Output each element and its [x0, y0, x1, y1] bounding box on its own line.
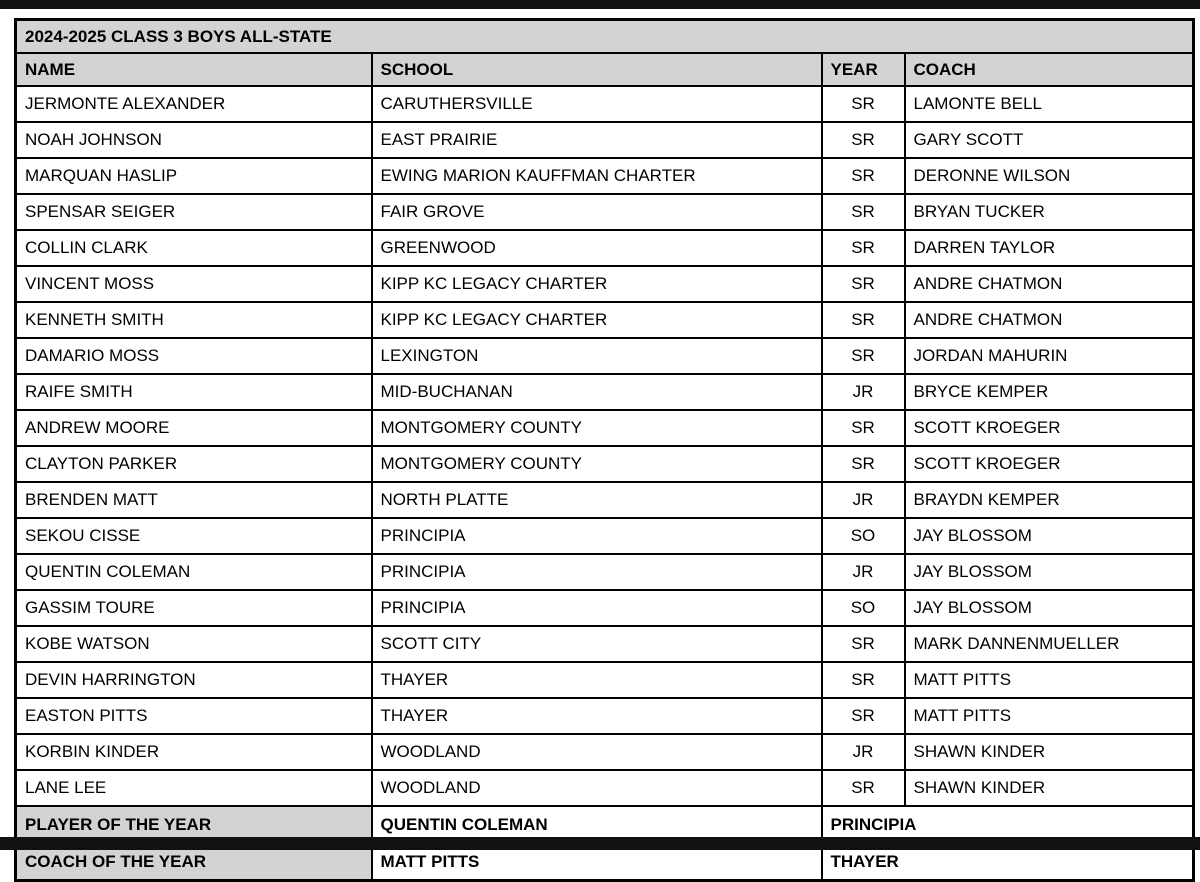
player-name-cell: VINCENT MOSS	[16, 266, 372, 302]
player-name-cell: SEKOU CISSE	[16, 518, 372, 554]
player-coach-cell: JAY BLOSSOM	[905, 590, 1194, 626]
player-coach-cell: SCOTT KROEGER	[905, 446, 1194, 482]
column-header-year: YEAR	[822, 53, 905, 86]
player-coach-cell: MATT PITTS	[905, 698, 1194, 734]
player-name-cell: JERMONTE ALEXANDER	[16, 86, 372, 122]
table-row	[16, 410, 1194, 446]
player-name-cell: ANDREW MOORE	[16, 410, 372, 446]
player-coach-cell: BRYAN TUCKER	[905, 194, 1194, 230]
player-school-cell: SCOTT CITY	[372, 626, 822, 662]
player-school-cell: GREENWOOD	[372, 230, 822, 266]
player-coach-cell: JAY BLOSSOM	[905, 554, 1194, 590]
player-school-cell: THAYER	[372, 698, 822, 734]
player-school-cell: MID-BUCHANAN	[372, 374, 822, 410]
player-year-cell: SR	[822, 410, 905, 446]
table-row	[16, 158, 1194, 194]
player-coach-cell: BRYCE KEMPER	[905, 374, 1194, 410]
player-coach-cell: SCOTT KROEGER	[905, 410, 1194, 446]
player-year-cell: SR	[822, 158, 905, 194]
player-coach-cell: GARY SCOTT	[905, 122, 1194, 158]
top-black-bar	[0, 0, 1200, 9]
player-name-cell: BRENDEN MATT	[16, 482, 372, 518]
player-school-cell: PRINCIPIA	[372, 518, 822, 554]
player-name-cell: KOBE WATSON	[16, 626, 372, 662]
player-school-cell: MONTGOMERY COUNTY	[372, 410, 822, 446]
player-name-cell: DEVIN HARRINGTON	[16, 662, 372, 698]
table-title-row	[16, 20, 1194, 54]
table-row	[16, 194, 1194, 230]
award-recipient-cell: QUENTIN COLEMAN	[372, 806, 822, 843]
player-year-cell: JR	[822, 734, 905, 770]
player-coach-cell: ANDRE CHATMON	[905, 302, 1194, 338]
player-coach-cell: DARREN TAYLOR	[905, 230, 1194, 266]
player-school-cell: EAST PRAIRIE	[372, 122, 822, 158]
table-row	[16, 626, 1194, 662]
player-coach-cell: SHAWN KINDER	[905, 734, 1194, 770]
player-name-cell: MARQUAN HASLIP	[16, 158, 372, 194]
table-row	[16, 86, 1194, 122]
player-year-cell: JR	[822, 374, 905, 410]
player-year-cell: SR	[822, 662, 905, 698]
player-coach-cell: BRAYDN KEMPER	[905, 482, 1194, 518]
player-coach-cell: MARK DANNENMUELLER	[905, 626, 1194, 662]
award-school-cell: PRINCIPIA	[822, 806, 1194, 843]
player-name-cell: NOAH JOHNSON	[16, 122, 372, 158]
player-school-cell: KIPP KC LEGACY CHARTER	[372, 266, 822, 302]
player-year-cell: SR	[822, 698, 905, 734]
table-header-row	[16, 53, 1194, 86]
player-name-cell: QUENTIN COLEMAN	[16, 554, 372, 590]
award-label-cell: COACH OF THE YEAR	[16, 843, 372, 881]
player-year-cell: SR	[822, 86, 905, 122]
table-row	[16, 302, 1194, 338]
player-year-cell: SO	[822, 590, 905, 626]
player-year-cell: JR	[822, 482, 905, 518]
player-year-cell: SR	[822, 194, 905, 230]
table-row	[16, 554, 1194, 590]
player-school-cell: PRINCIPIA	[372, 554, 822, 590]
player-year-cell: SR	[822, 266, 905, 302]
player-name-cell: KENNETH SMITH	[16, 302, 372, 338]
player-year-cell: SR	[822, 122, 905, 158]
table-row	[16, 662, 1194, 698]
award-school-cell: THAYER	[822, 843, 1194, 881]
player-name-cell: LANE LEE	[16, 770, 372, 806]
player-coach-cell: DERONNE WILSON	[905, 158, 1194, 194]
player-school-cell: THAYER	[372, 662, 822, 698]
table-row	[16, 698, 1194, 734]
player-school-cell: LEXINGTON	[372, 338, 822, 374]
player-school-cell: KIPP KC LEGACY CHARTER	[372, 302, 822, 338]
player-school-cell: PRINCIPIA	[372, 590, 822, 626]
player-school-cell: MONTGOMERY COUNTY	[372, 446, 822, 482]
table-title: 2024-2025 CLASS 3 BOYS ALL-STATE	[16, 20, 1194, 54]
player-name-cell: CLAYTON PARKER	[16, 446, 372, 482]
player-name-cell: COLLIN CLARK	[16, 230, 372, 266]
player-name-cell: SPENSAR SEIGER	[16, 194, 372, 230]
table-row	[16, 446, 1194, 482]
player-name-cell: DAMARIO MOSS	[16, 338, 372, 374]
player-year-cell: SR	[822, 302, 905, 338]
award-recipient-cell: MATT PITTS	[372, 843, 822, 881]
table-row	[16, 482, 1194, 518]
player-name-cell: RAIFE SMITH	[16, 374, 372, 410]
table-row	[16, 734, 1194, 770]
column-header-coach: COACH	[905, 53, 1194, 86]
award-label-cell: PLAYER OF THE YEAR	[16, 806, 372, 843]
player-coach-cell: JORDAN MAHURIN	[905, 338, 1194, 374]
player-coach-cell: LAMONTE BELL	[905, 86, 1194, 122]
table-row	[16, 518, 1194, 554]
player-year-cell: SR	[822, 338, 905, 374]
player-coach-cell: ANDRE CHATMON	[905, 266, 1194, 302]
player-year-cell: SR	[822, 230, 905, 266]
player-school-cell: WOODLAND	[372, 734, 822, 770]
player-year-cell: JR	[822, 554, 905, 590]
table-row	[16, 770, 1194, 806]
player-school-cell: FAIR GROVE	[372, 194, 822, 230]
table-row	[16, 590, 1194, 626]
player-name-cell: KORBIN KINDER	[16, 734, 372, 770]
player-year-cell: SR	[822, 446, 905, 482]
table-row	[16, 338, 1194, 374]
player-coach-cell: JAY BLOSSOM	[905, 518, 1194, 554]
player-school-cell: EWING MARION KAUFFMAN CHARTER	[372, 158, 822, 194]
player-coach-cell: SHAWN KINDER	[905, 770, 1194, 806]
player-school-cell: CARUTHERSVILLE	[372, 86, 822, 122]
table-row	[16, 374, 1194, 410]
player-year-cell: SO	[822, 518, 905, 554]
player-year-cell: SR	[822, 770, 905, 806]
column-header-school: SCHOOL	[372, 53, 822, 86]
player-school-cell: NORTH PLATTE	[372, 482, 822, 518]
player-year-cell: SR	[822, 626, 905, 662]
player-coach-cell: MATT PITTS	[905, 662, 1194, 698]
column-header-name: NAME	[16, 53, 372, 86]
all-state-table	[14, 18, 1195, 882]
table-row	[16, 266, 1194, 302]
player-name-cell: GASSIM TOURE	[16, 590, 372, 626]
table-row	[16, 122, 1194, 158]
player-school-cell: WOODLAND	[372, 770, 822, 806]
bottom-black-bar	[0, 837, 1200, 850]
table-row	[16, 230, 1194, 266]
player-name-cell: EASTON PITTS	[16, 698, 372, 734]
